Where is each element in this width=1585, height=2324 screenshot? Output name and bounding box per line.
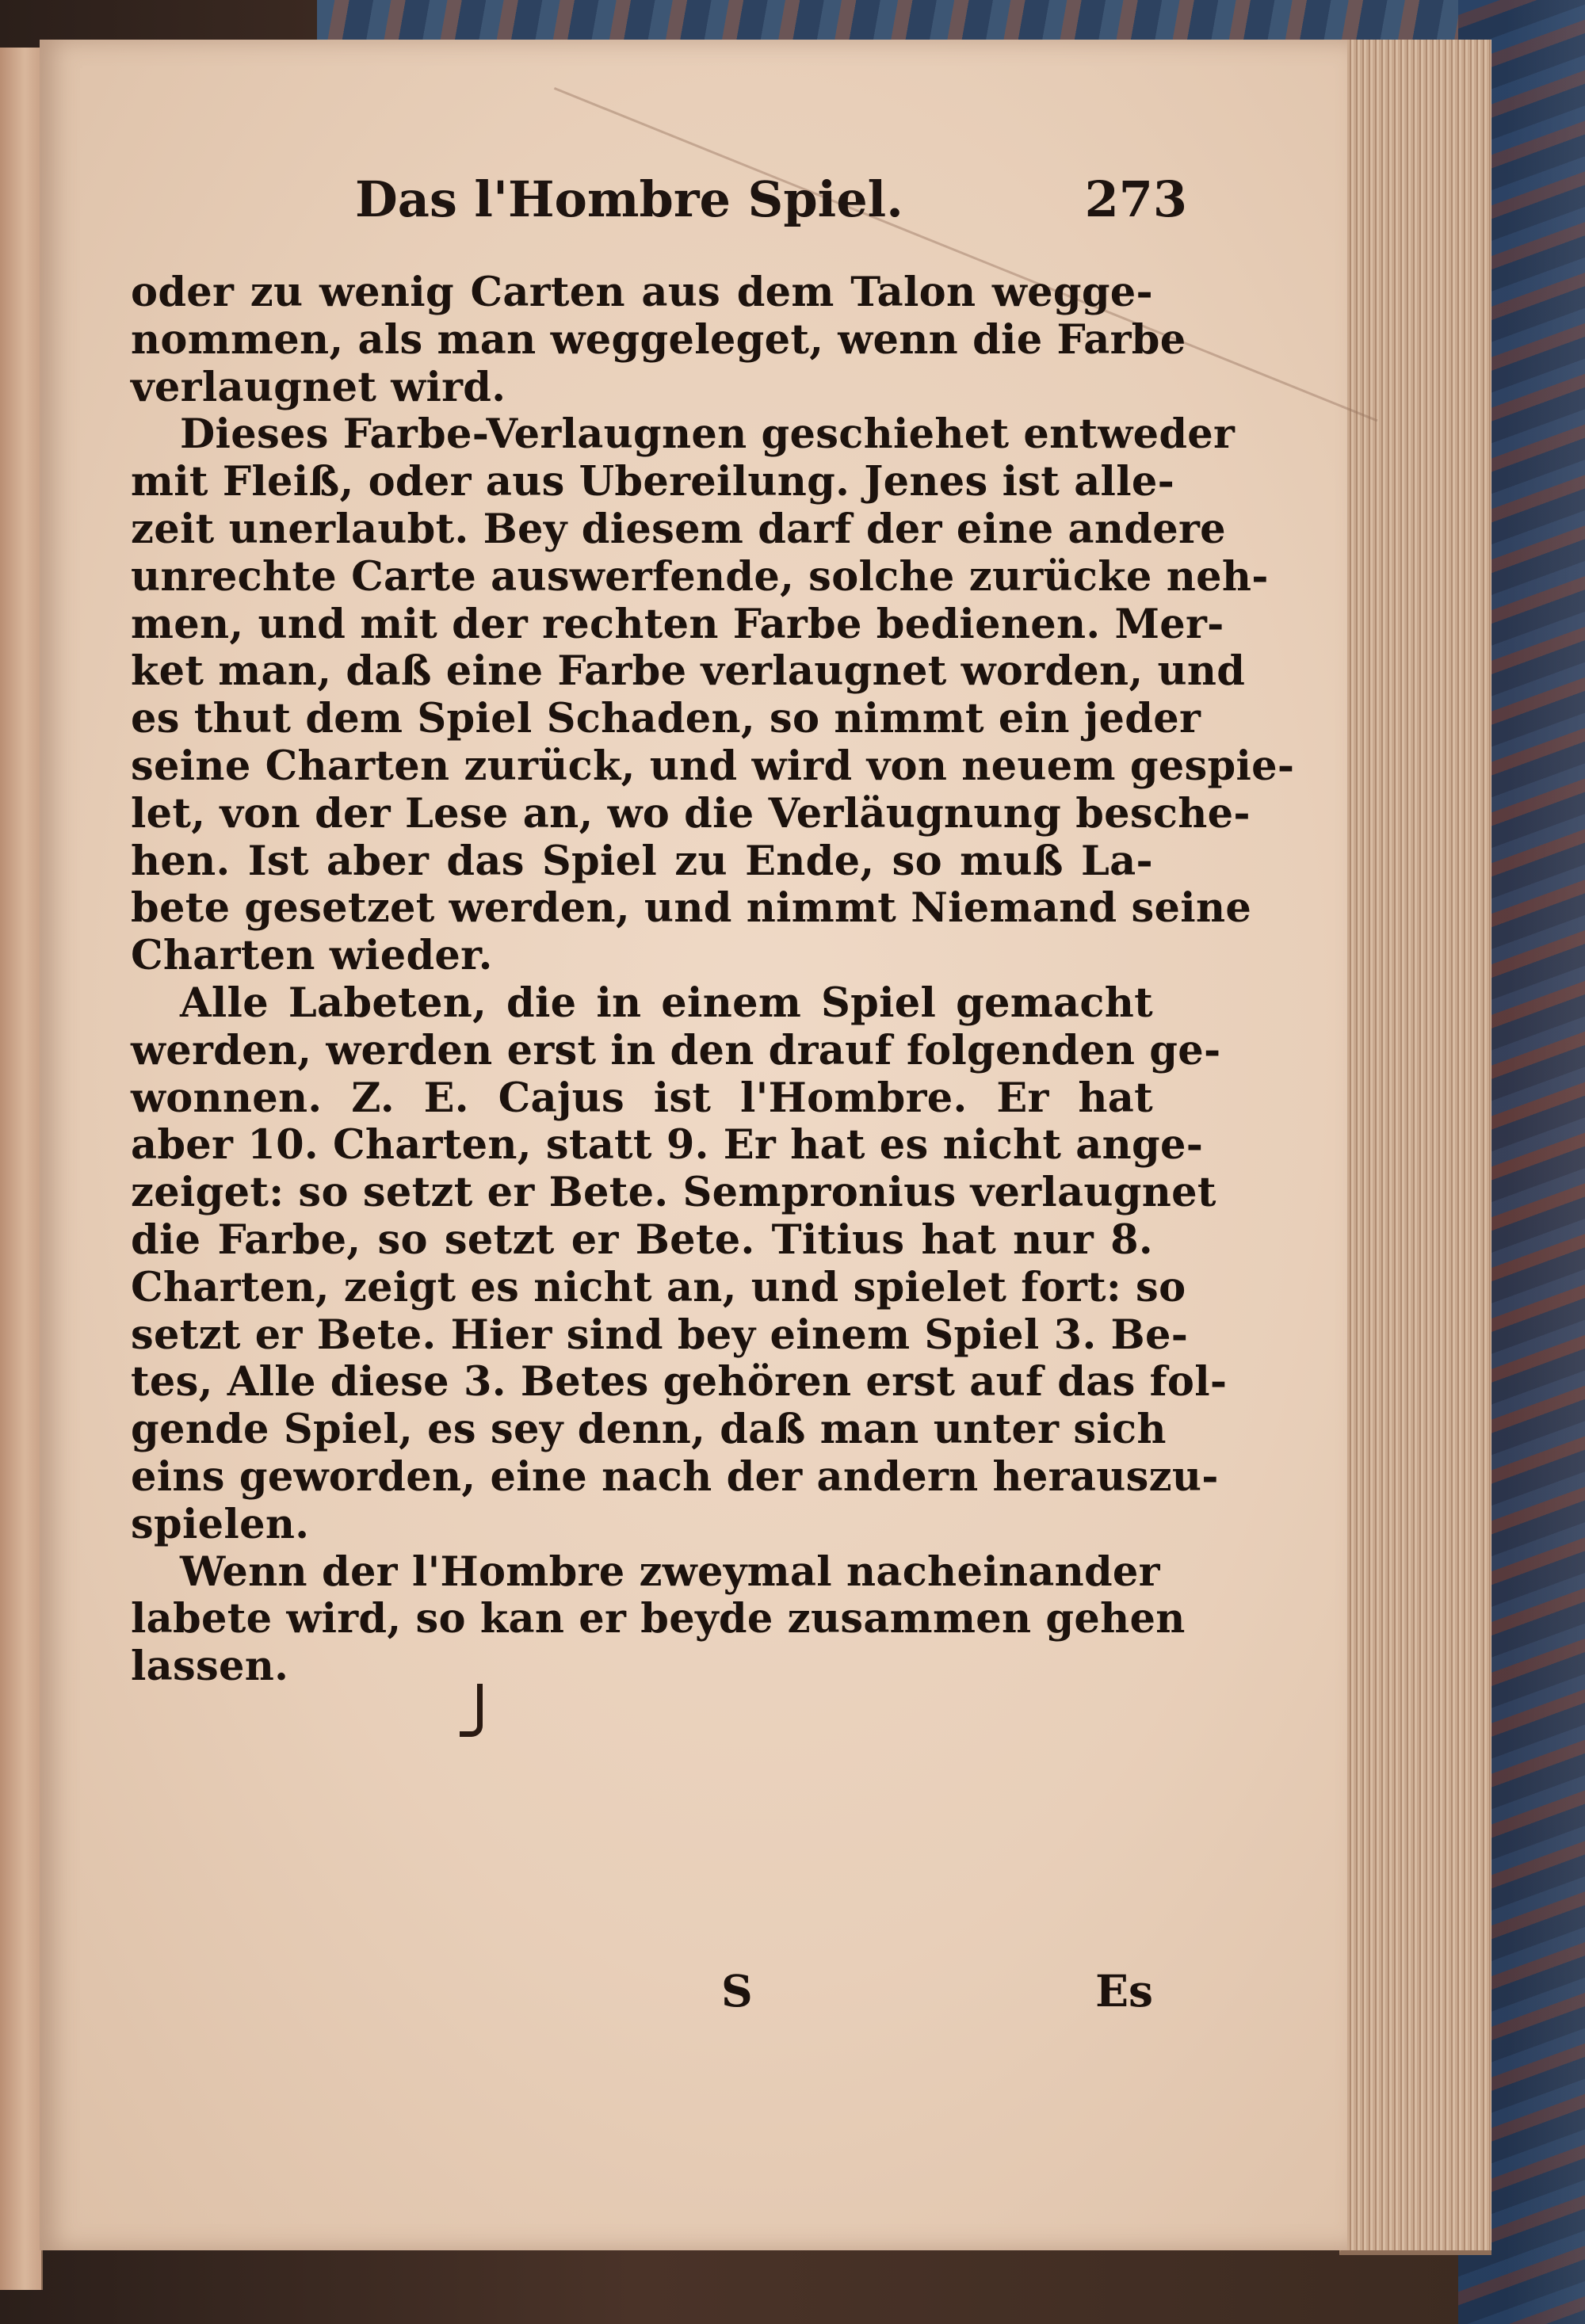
ink-mark	[460, 1684, 483, 1737]
page-fore-edge	[1339, 40, 1491, 2255]
running-header	[355, 170, 1187, 242]
text-line: zeit unerlaubt. Bey diesem darf der eine andere	[131, 505, 1226, 553]
text-line: mit Fleiß, oder aus Ubereilung. Jenes ist alle-	[131, 458, 1175, 506]
text-line: spielen.	[131, 1500, 310, 1548]
text-line: ket man, daß eine Farbe verlaugnet worden, und	[131, 647, 1246, 696]
text-line: oder zu wenig Carten aus dem Talon wegge-	[131, 269, 1153, 316]
text-line: Charten, zeigt es nicht an, und spielet fort: so	[131, 1263, 1186, 1311]
paragraph	[131, 410, 1295, 980]
text-line: wonnen. Z. E. Cajus ist l'Hombre. Er hat	[131, 1074, 1153, 1122]
text-line: zeiget: so setzt er Bete. Sempronius verlaugnet	[131, 1169, 1216, 1217]
text-line: werden, werden erst in den drauf folgenden ge-	[131, 1026, 1221, 1074]
text-line: men, und mit der rechten Farbe bedienen. Mer-	[131, 600, 1224, 648]
page-number: 273	[1084, 170, 1187, 228]
text-line: Dieses Farbe-Verlaugnen geschiehet entweder	[180, 410, 1236, 459]
text-line: Wenn der l'Hombre zweymal nacheinander	[180, 1547, 1160, 1596]
text-line: lassen.	[131, 1643, 289, 1691]
text-line: Alle Labeten, die in einem Spiel gemacht	[180, 979, 1153, 1027]
paragraph	[131, 1547, 1186, 1691]
text-line: nommen, als man weggeleget, wenn die Farbe	[131, 315, 1186, 364]
cover-edge	[1506, 0, 1585, 2324]
text-line: verlaugnet wird.	[131, 363, 506, 411]
paragraph	[131, 979, 1228, 1549]
text-line: die Farbe, so setzt er Bete. Titius hat nur 8.	[131, 1215, 1153, 1264]
text-line: bete gesetzet werden, und nimmt Niemand seine	[131, 884, 1252, 933]
paragraph	[131, 269, 1186, 411]
text-line: hen. Ist aber das Spiel zu Ende, so muß La-	[131, 837, 1153, 885]
text-line: gende Spiel, es sey denn, daß man unter sich	[131, 1406, 1167, 1454]
catchword: Es	[1095, 1965, 1153, 2017]
text-line: aber 10. Charten, statt 9. Er hat es nicht ange-	[131, 1121, 1204, 1170]
text-line: tes, Alle diese 3. Betes gehören erst auf das fol-	[131, 1358, 1228, 1406]
running-title: Das l'Hombre Spiel.	[355, 170, 903, 228]
text-line: unrechte Carte auswerfende, solche zurücke neh-	[131, 552, 1269, 601]
page-footer	[721, 1965, 1153, 2028]
text-line: labete wird, so kan er beyde zusammen gehen	[131, 1595, 1186, 1643]
text-line: es thut dem Spiel Schaden, so nimmt ein jeder	[131, 695, 1201, 743]
text-line: seine Charten zurück, und wird von neuem gespie-	[131, 742, 1295, 790]
signature-mark: S	[721, 1965, 753, 2017]
text-line: setzt er Bete. Hier sind bey einem Spiel 3. Be-	[131, 1311, 1189, 1359]
text-line: Charten wieder.	[131, 932, 493, 980]
previous-page-edge	[0, 48, 43, 2290]
body-text	[131, 269, 1295, 1691]
text-line: eins geworden, eine nach der andern herauszu-	[131, 1452, 1219, 1501]
text-line: let, von der Lese an, wo die Verläugnung besche-	[131, 789, 1251, 838]
